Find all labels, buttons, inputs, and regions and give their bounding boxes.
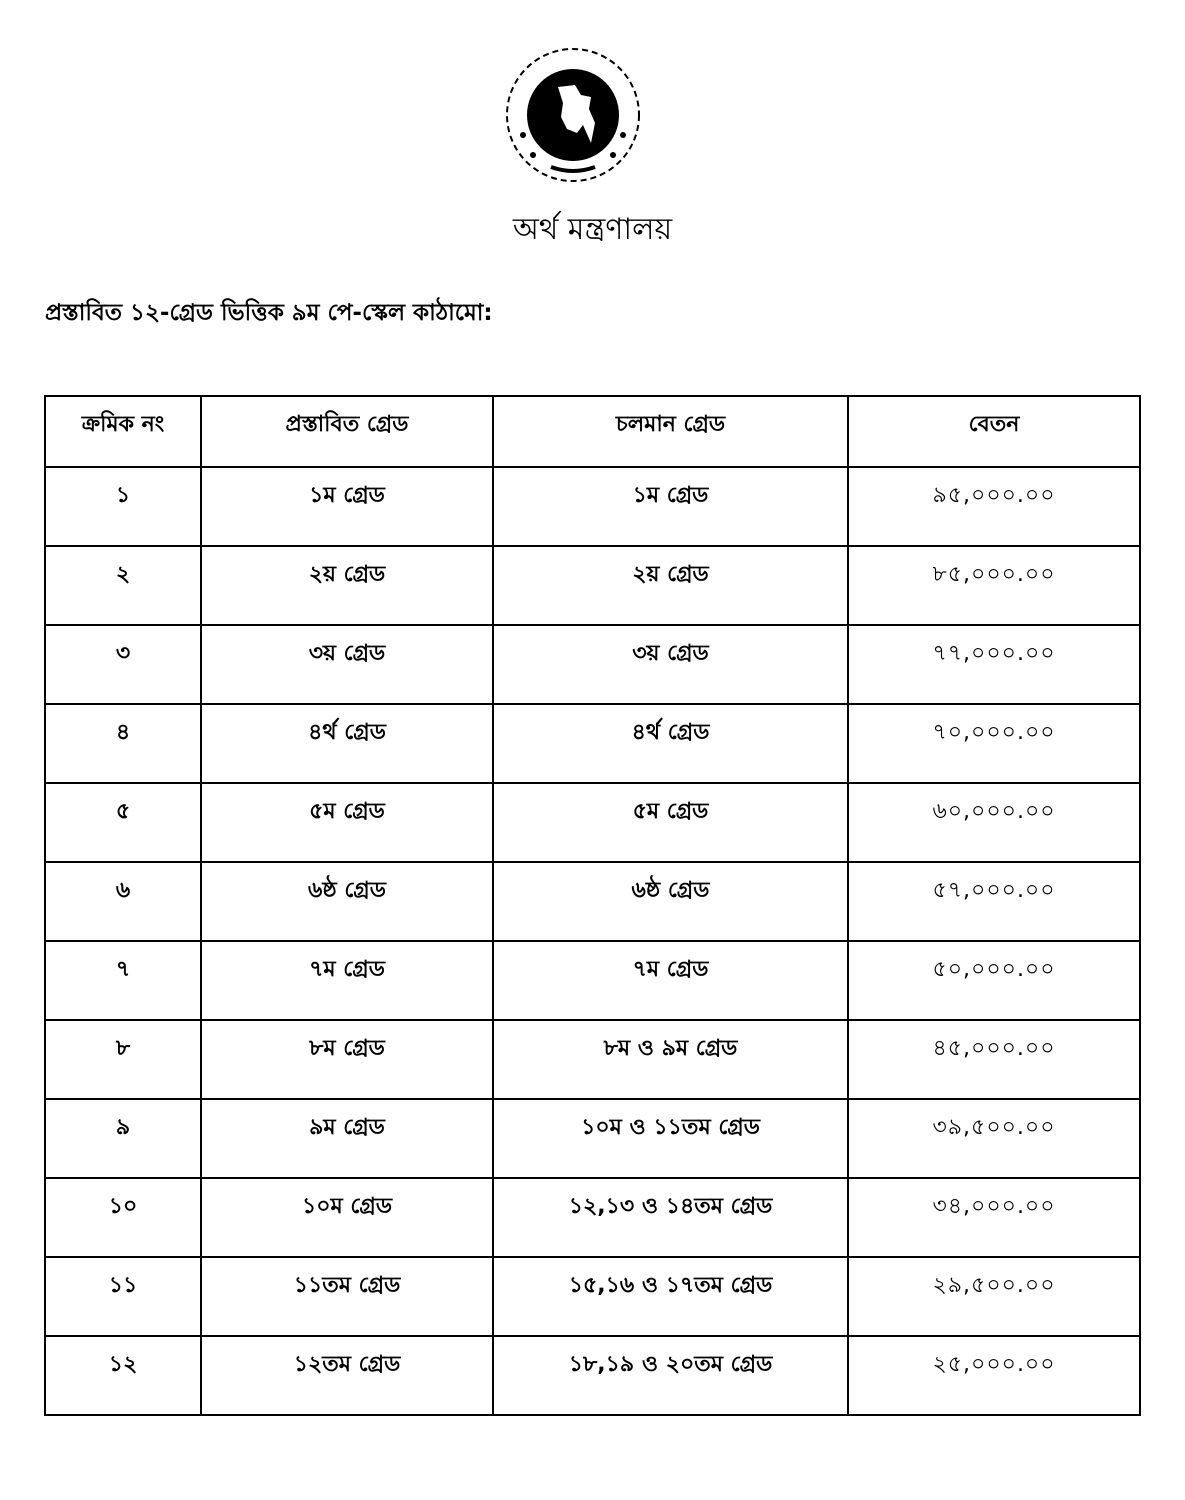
table-row <box>45 546 1140 625</box>
pay-scale-table <box>44 395 1141 1416</box>
cell-serial: ৬ <box>45 862 201 941</box>
table-row <box>45 467 1140 546</box>
table-row <box>45 1020 1140 1099</box>
cell-proposed-grade: ৬ষ্ঠ গ্রেড <box>201 862 493 941</box>
document-subtitle: প্রস্তাবিত ১২-গ্রেড ভিত্তিক ৯ম পে-স্কেল কাঠামো: <box>45 300 493 326</box>
cell-salary: ৩৯,৫০০.০০ <box>848 1099 1140 1178</box>
cell-serial: ৯ <box>45 1099 201 1178</box>
cell-current-grade: ১৮,১৯ ও ২০তম গ্রেড <box>493 1336 848 1415</box>
cell-salary: ৩৪,০০০.০০ <box>848 1178 1140 1257</box>
cell-serial: ১০ <box>45 1178 201 1257</box>
table-row <box>45 1336 1140 1415</box>
table-row <box>45 1257 1140 1336</box>
cell-proposed-grade: ১২তম গ্রেড <box>201 1336 493 1415</box>
cell-proposed-grade: ১১তম গ্রেড <box>201 1257 493 1336</box>
cell-serial: ১১ <box>45 1257 201 1336</box>
cell-proposed-grade: ৭ম গ্রেড <box>201 941 493 1020</box>
cell-current-grade: ১ম গ্রেড <box>493 467 848 546</box>
cell-serial: ১ <box>45 467 201 546</box>
cell-serial: ৭ <box>45 941 201 1020</box>
cell-salary: ৭০,০০০.০০ <box>848 704 1140 783</box>
table-row <box>45 783 1140 862</box>
cell-current-grade: ১০ম ও ১১তম গ্রেড <box>493 1099 848 1178</box>
cell-proposed-grade: ৩য় গ্রেড <box>201 625 493 704</box>
government-seal-logo <box>503 45 643 185</box>
cell-proposed-grade: ১০ম গ্রেড <box>201 1178 493 1257</box>
table-row <box>45 1099 1140 1178</box>
cell-proposed-grade: ৮ম গ্রেড <box>201 1020 493 1099</box>
cell-salary: ২৯,৫০০.০০ <box>848 1257 1140 1336</box>
table-header-row <box>45 396 1140 467</box>
cell-serial: ৮ <box>45 1020 201 1099</box>
cell-proposed-grade: ১ম গ্রেড <box>201 467 493 546</box>
cell-salary: ৪৫,০০০.০০ <box>848 1020 1140 1099</box>
cell-proposed-grade: ৪র্থ গ্রেড <box>201 704 493 783</box>
cell-salary: ৯৫,০০০.০০ <box>848 467 1140 546</box>
cell-proposed-grade: ৯ম গ্রেড <box>201 1099 493 1178</box>
table-row <box>45 941 1140 1020</box>
cell-current-grade: ৩য় গ্রেড <box>493 625 848 704</box>
cell-current-grade: ১৫,১৬ ও ১৭তম গ্রেড <box>493 1257 848 1336</box>
cell-salary: ৫০,০০০.০০ <box>848 941 1140 1020</box>
cell-current-grade: ৮ম ও ৯ম গ্রেড <box>493 1020 848 1099</box>
cell-salary: ৫৭,০০০.০০ <box>848 862 1140 941</box>
cell-serial: ৪ <box>45 704 201 783</box>
column-header-proposed-grade: প্রস্তাবিত গ্রেড <box>201 396 493 467</box>
cell-serial: ১২ <box>45 1336 201 1415</box>
column-header-current-grade: চলমান গ্রেড <box>493 396 848 467</box>
cell-current-grade: ৬ষ্ঠ গ্রেড <box>493 862 848 941</box>
cell-current-grade: ১২,১৩ ও ১৪তম গ্রেড <box>493 1178 848 1257</box>
table-row <box>45 862 1140 941</box>
column-header-salary: বেতন <box>848 396 1140 467</box>
cell-salary: ২৫,০০০.০০ <box>848 1336 1140 1415</box>
cell-proposed-grade: ৫ম গ্রেড <box>201 783 493 862</box>
ministry-name: অর্থ মন্ত্রণালয় <box>512 212 673 247</box>
cell-salary: ৬০,০০০.০০ <box>848 783 1140 862</box>
cell-current-grade: ৭ম গ্রেড <box>493 941 848 1020</box>
table-row <box>45 704 1140 783</box>
cell-current-grade: ৪র্থ গ্রেড <box>493 704 848 783</box>
cell-salary: ৮৫,০০০.০০ <box>848 546 1140 625</box>
cell-current-grade: ২য় গ্রেড <box>493 546 848 625</box>
cell-current-grade: ৫ম গ্রেড <box>493 783 848 862</box>
cell-serial: ২ <box>45 546 201 625</box>
column-header-serial: ক্রমিক নং <box>45 396 201 467</box>
cell-serial: ৫ <box>45 783 201 862</box>
cell-serial: ৩ <box>45 625 201 704</box>
cell-salary: ৭৭,০০০.০০ <box>848 625 1140 704</box>
table-row <box>45 1178 1140 1257</box>
cell-proposed-grade: ২য় গ্রেড <box>201 546 493 625</box>
table-row <box>45 625 1140 704</box>
